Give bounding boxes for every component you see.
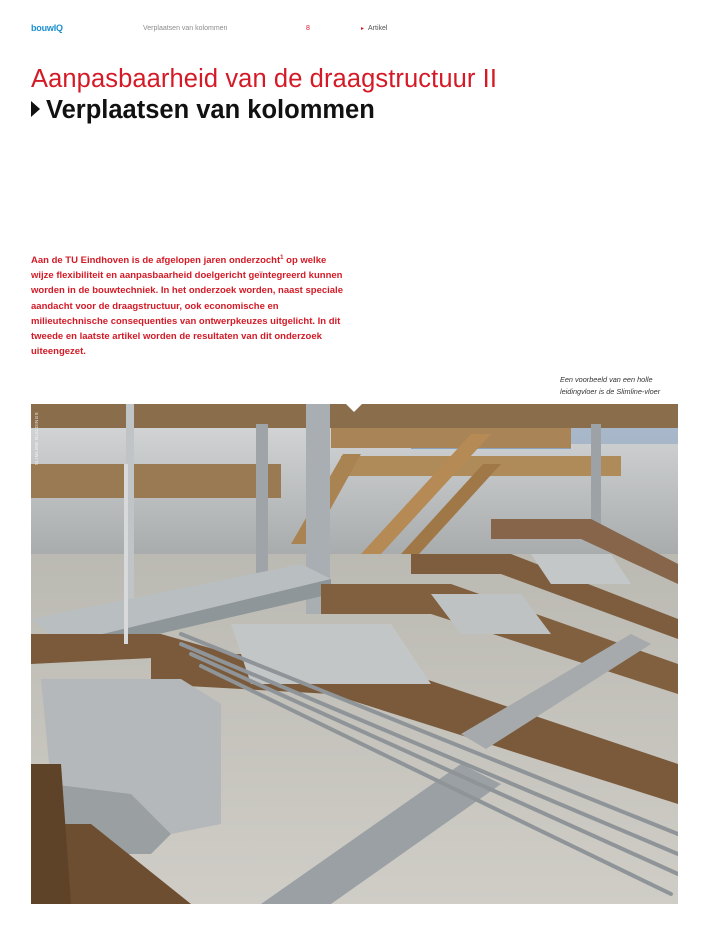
intro-text-part1: Aan de TU Eindhoven is de afgelopen jaren onderzocht [31,255,281,266]
photo-notch [346,404,362,412]
triangle-right-icon [31,101,40,117]
logo-part-iq: IQ [53,23,63,33]
page-header [31,22,681,36]
running-title: Verplaatsen van kolommen [143,25,228,32]
photo-caption: Een voorbeeld van een holle leidingvloer is de Slimline-vloer [560,375,661,396]
logo-part-bouw: bouw [31,23,54,33]
bouwiq-logo [31,22,63,34]
article-title: Aanpasbaarheid van de draagstructuur II [31,65,498,93]
section-label [361,25,387,32]
article-intro [31,253,349,359]
page-number: 8 [306,25,310,32]
photo-credit: SLIMLINE BUILDINGS [34,412,39,466]
footnote-marker: 1 [280,254,284,261]
construction-photo [31,404,678,904]
triangle-right-icon: ▸ [361,26,365,32]
article-subtitle-text: Verplaatsen van kolommen [46,96,375,124]
section-label-text: Artikel [368,25,388,32]
article-subtitle [31,94,375,126]
intro-text-part2: op welke wijze flexibiliteit en aanpasbaarheid doelgericht geïntegreerd kunnen worden in de bouwtechniek. In het onderzoek worden, naast speciale aandacht voor de draagstructuur, ook economische en milieutechnische consequenties van ontwerpkeuzes uitgelicht. In dit tweede en laatste artikel worden de resultaten van dit onderzoek uiteengezet. [31,255,343,358]
construction-photo-illustration [31,404,678,904]
